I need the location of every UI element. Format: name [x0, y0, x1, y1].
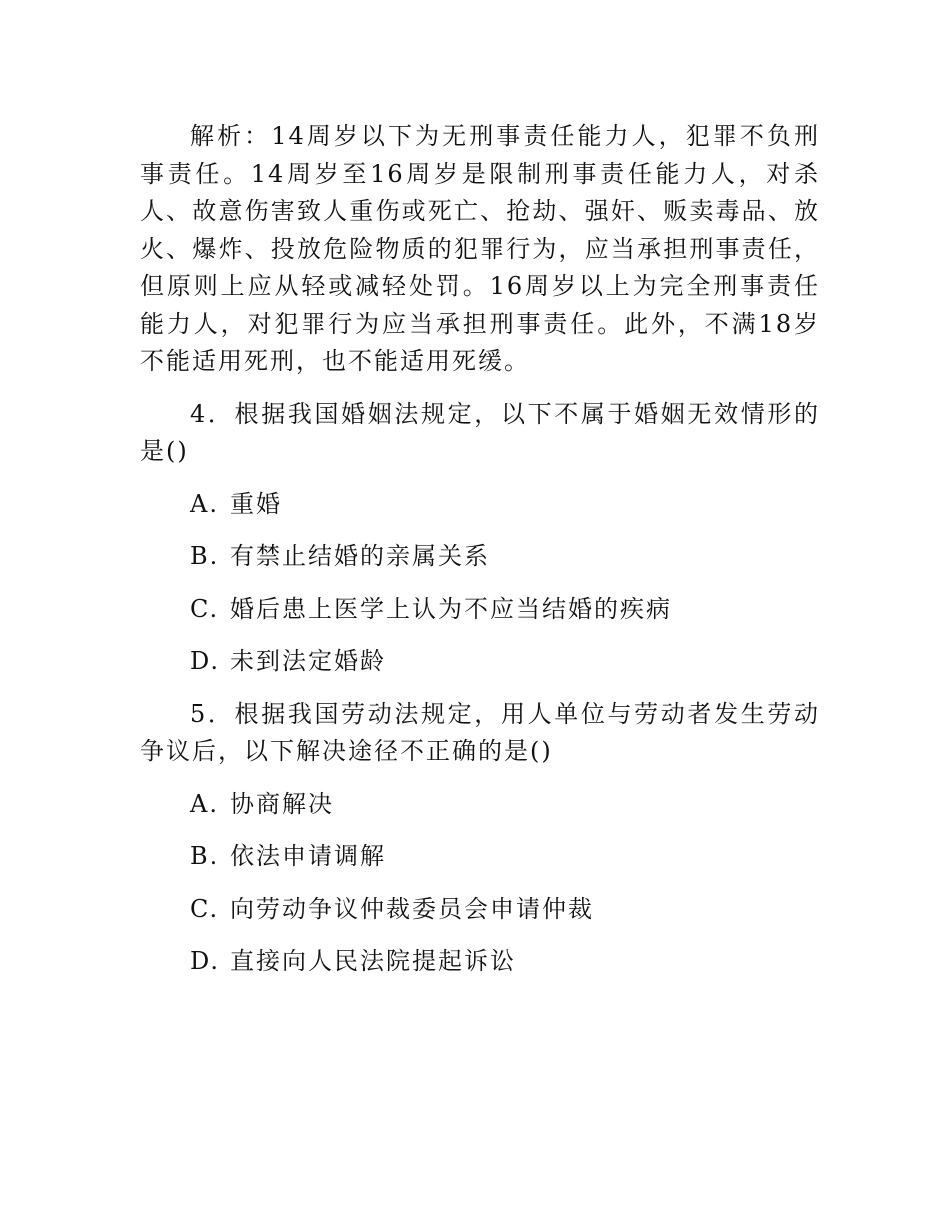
- question-5-option-b: [140, 838, 820, 876]
- option-letter: C.: [190, 894, 220, 923]
- option-text: 有禁止结婚的亲属关系: [230, 542, 490, 570]
- option-text: 重婚: [230, 489, 282, 518]
- option-letter: B.: [190, 542, 220, 570]
- analysis-paragraph: 解析：14周岁以下为无刑事责任能力人，犯罪不负刑事责任。14周岁至16周岁是限制刑事责任能力人，对杀人、故意伤害致人重伤或死亡、抢劫、强奸、贩卖毒品、放火、爆炸、投放危险物质的犯罪行为，应当承担刑事责任，但原则上应从轻或减轻处罚。16周岁以上为完全刑事责任能力人，对犯罪行为应当承担刑事责任。此外，不满18岁不能适用死刑，也不能适用死缓。: [140, 122, 820, 375]
- option-letter: C.: [190, 594, 220, 623]
- question-4-option-b: [140, 538, 820, 576]
- document-body: [140, 118, 820, 996]
- question-4-option-c: [140, 591, 820, 629]
- option-letter: D.: [190, 647, 221, 675]
- option-letter: B.: [190, 842, 220, 870]
- option-text: 直接向人民法院提起诉讼: [230, 947, 516, 975]
- option-text: 协商解决: [230, 789, 334, 818]
- option-text: 依法申请调解: [230, 842, 386, 870]
- option-letter: D.: [190, 947, 221, 975]
- question-5-option-d: [140, 943, 820, 981]
- question-5-stem: 5．根据我国劳动法规定，用人单位与劳动者发生劳动争议后，以下解决途径不正确的是(): [140, 699, 820, 765]
- question-5-option-a: [140, 786, 820, 824]
- question-4-option-d: [140, 643, 820, 681]
- question-4-option-a: [140, 486, 820, 524]
- option-text: 婚后患上医学上认为不应当结婚的疾病: [230, 594, 672, 623]
- option-letter: A.: [190, 789, 219, 818]
- question-4-stem: 4．根据我国婚姻法规定，以下不属于婚姻无效情形的是(): [140, 399, 820, 465]
- option-text: 未到法定婚龄: [230, 647, 386, 675]
- option-text: 向劳动争议仲裁委员会申请仲裁: [230, 894, 594, 923]
- option-letter: A.: [190, 489, 219, 518]
- question-5-option-c: [140, 891, 820, 929]
